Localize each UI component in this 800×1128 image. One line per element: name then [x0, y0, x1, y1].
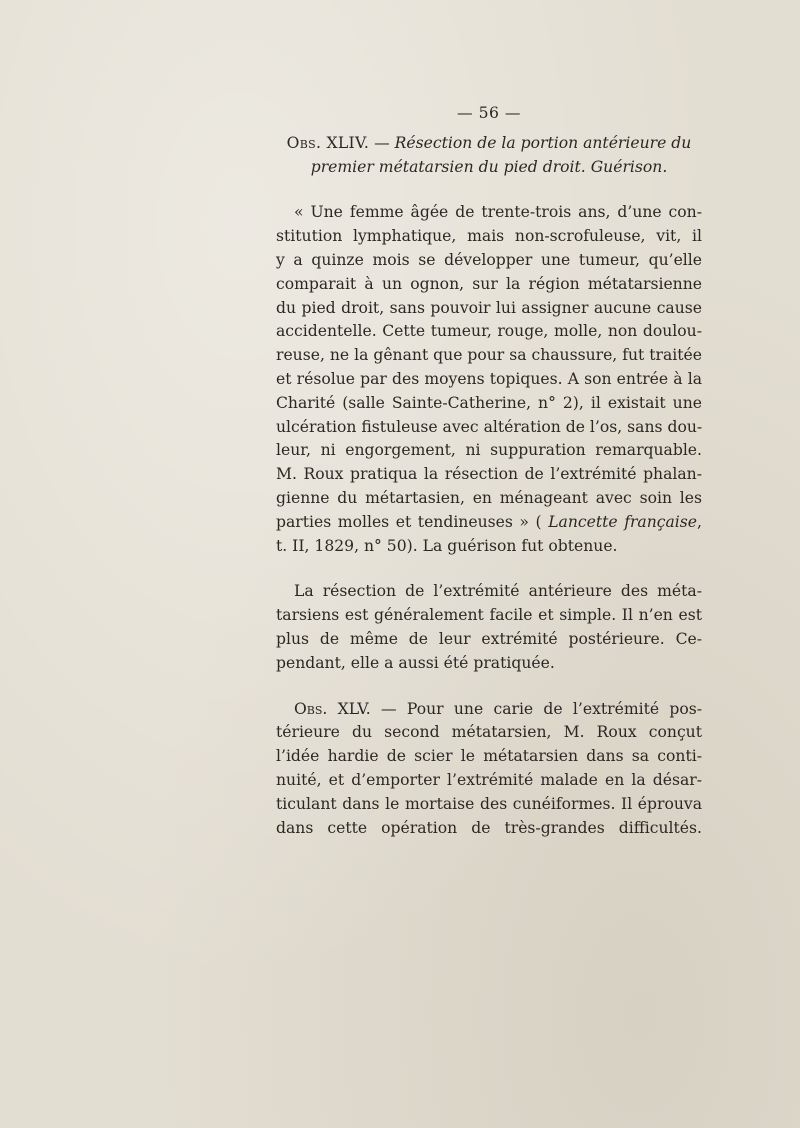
text-line: t. II, 1829, n° 50). La guérison fut obtenue. [276, 536, 618, 555]
text-line: ticulant dans le mortaise des cunéiformes. Il éprouva [276, 794, 702, 813]
text-line: y a quinze mois se développer une tumeur, qu’elle [276, 250, 702, 269]
text-line: « Une femme âgée de trente-trois ans, d’une con- [294, 203, 702, 222]
observation-45-paragraph [276, 698, 702, 841]
text-line: accidentelle. Cette tumeur, rouge, molle, non doulou- [276, 322, 702, 341]
text-line: parties molles et tendineuses » ( [276, 512, 542, 531]
journal-title: Lancette française [548, 512, 698, 531]
text-line: stitution lymphatique, mais non-scrofuleuse, vit, il [276, 227, 702, 246]
observation-44-label: Obs. XLIV. [286, 133, 370, 152]
observation-45-first-line [276, 698, 702, 722]
observation-44-title-line2: premier métatarsien du pied droit. Guérison. [310, 157, 668, 176]
text-line: térieure du second métatarsien, M. Roux conçut [276, 723, 702, 742]
text-line: M. Roux pratiqua la résection de l’extrémité phalan- [276, 465, 702, 484]
text-line: nuité, et d’emporter l’extrémité malade en la désar- [276, 770, 702, 789]
text-line: leur, ni engorgement, ni suppuration remarquable. [276, 441, 702, 460]
observation-44-paragraph [276, 201, 702, 558]
text-line: gienne du métartasien, en ménageant avec soin les [276, 488, 702, 507]
text-line: l’idée hardie de scier le métatarsien dans sa conti- [276, 747, 702, 766]
text-line: tarsiens est généralement facile et simple. Il n’en est [276, 606, 702, 625]
citation-comma: , [697, 512, 702, 531]
text-line: comparait à un ognon, sur la région métatarsienne [276, 274, 702, 293]
observation-44-heading [276, 132, 702, 180]
text-line: plus de même de leur extrémité postérieure. Ce- [276, 629, 702, 648]
text-line: du pied droit, sans pouvoir lui assigner aucune cause [276, 298, 702, 317]
heading-dash: — [374, 133, 390, 152]
text-line: et résolue par des moyens topiques. A son entrée à la [276, 369, 702, 388]
text-line: reuse, ne la gênant que pour sa chaussure, fut traitée [276, 346, 702, 365]
citation-line [276, 511, 702, 535]
text-block [276, 102, 702, 840]
observation-45-label: Obs. XLV. [294, 699, 371, 718]
commentary-paragraph [276, 580, 702, 675]
observation-44-title-line1: Résection de la portion antérieure du [394, 133, 692, 152]
text-line: ulcération fistuleuse avec altération de l’os, sans dou- [276, 417, 703, 436]
page-number: — 56 — [457, 104, 521, 122]
text-line: pendant, elle a aussi été pratiquée. [276, 653, 555, 672]
text-line: — Pour une carie de l’extrémité pos- [370, 699, 702, 718]
text-line: dans cette opération de très-grandes difficultés. [276, 818, 702, 837]
text-line: Charité (salle Sainte-Catherine, n° 2), il existait une [276, 393, 702, 412]
text-line: La résection de l’extrémité antérieure des méta- [294, 582, 702, 601]
